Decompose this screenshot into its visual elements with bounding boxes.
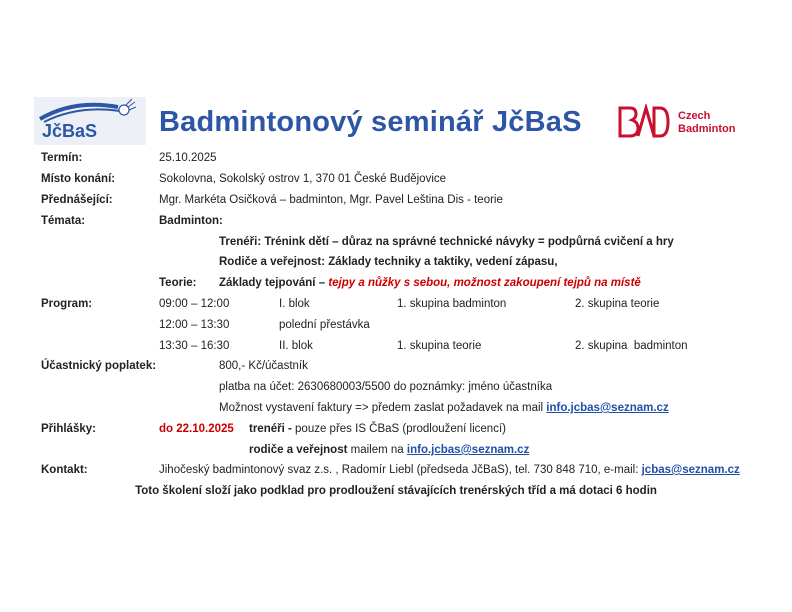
label-prihlasky: Přihlášky: xyxy=(41,423,96,435)
temata-teorie-label: Teorie: xyxy=(159,277,197,289)
prihlasky-rodice-line xyxy=(249,443,529,457)
prihlasky-rodice-label: rodiče a veřejnost xyxy=(249,444,348,456)
prihlasky-email-link[interactable]: info.jcbas@seznam.cz xyxy=(406,444,530,456)
prihlasky-treneri-label: trenéři - xyxy=(249,423,292,435)
program-row-2-block: polední přestávka xyxy=(279,319,370,331)
prihlasky-treneri-text: pouze přes IS ČBaS (prodloužení licencí) xyxy=(295,423,506,435)
kontakt-email-link[interactable]: jcbas@seznam.cz xyxy=(641,464,740,476)
bad-emblem-icon xyxy=(618,104,670,142)
value-termin: 25.10.2025 xyxy=(159,152,217,164)
label-poplatek: Účastnický poplatek: xyxy=(41,360,157,372)
page-title: Badmintonový seminář JčBaS xyxy=(159,106,582,138)
program-row-2-time: 12:00 – 13:30 xyxy=(159,319,230,331)
program-row-1-group2: 2. skupina teorie xyxy=(575,298,660,310)
poplatek-faktura-line xyxy=(219,401,669,415)
program-row-1-group1: 1. skupina badminton xyxy=(397,298,507,310)
program-row-3-group1: 1. skupina teorie xyxy=(397,340,482,352)
prihlasky-deadline: do 22.10.2025 xyxy=(159,423,234,435)
program-row-1-time: 09:00 – 12:00 xyxy=(159,298,230,310)
jcbas-logo xyxy=(34,97,146,145)
jcbas-logo-text: JčBaS xyxy=(42,121,98,141)
czech-logo-line1: Czech xyxy=(678,110,711,122)
value-prednasejici: Mgr. Markéta Osičková – badminton, Mgr. Pavel Leština Dis - teorie xyxy=(159,194,503,206)
poplatek-faktura: Možnost vystavení faktury => předem zaslat požadavek na mail xyxy=(219,402,544,414)
temata-teorie-note: tejpy a nůžky s sebou, možnost zakoupení tejpů na místě xyxy=(328,277,641,289)
poplatek-email-link[interactable]: info.jcbas@seznam.cz xyxy=(546,402,669,414)
label-termin: Termín: xyxy=(41,152,83,164)
poplatek-amount: 800,- Kč/účastník xyxy=(219,360,308,372)
label-kontakt: Kontakt: xyxy=(41,464,88,476)
label-misto: Místo konání: xyxy=(41,173,116,185)
label-program: Program: xyxy=(41,298,93,310)
kontakt-text: Jihočeský badmintonový svaz z.s. , Radomír Liebl (předseda JčBaS), tel. 730 848 710, e-mail: xyxy=(159,464,639,476)
prihlasky-rodice-text: mailem na xyxy=(350,444,404,456)
poplatek-platba: platba na účet: 2630680003/5500 do poznámky: jméno účastníka xyxy=(219,381,553,393)
temata-teorie-text: Základy tejpování – xyxy=(219,277,326,289)
temata-treneri: Trenéři: Trénink dětí – důraz na správné technické návyky = podpůrná cvičení a hry xyxy=(219,236,674,248)
program-row-3-time: 13:30 – 16:30 xyxy=(159,340,230,352)
label-prednasejici: Přednášející: xyxy=(41,194,113,206)
program-row-3-block: II. blok xyxy=(279,340,313,352)
temata-badminton: Badminton: xyxy=(159,215,223,227)
kontakt-line xyxy=(159,463,740,477)
label-temata: Témata: xyxy=(41,215,86,227)
footer-note: Toto školení složí jako podklad pro prodloužení stávajících trenérských tříd a má dotaci 6 hodin xyxy=(135,485,657,497)
czech-logo-line2: Badminton xyxy=(678,123,736,135)
czech-badminton-logo xyxy=(618,104,753,144)
prihlasky-treneri-line xyxy=(249,422,506,436)
temata-rodice: Rodiče a veřejnost: Základy techniky a taktiky, vedení zápasu, xyxy=(219,256,558,268)
program-row-1-block: I. blok xyxy=(279,298,310,310)
temata-teorie-line xyxy=(219,276,641,290)
value-misto: Sokolovna, Sokolský ostrov 1, 370 01 České Budějovice xyxy=(159,173,447,185)
program-row-3-group2: 2. skupina badminton xyxy=(575,340,688,352)
